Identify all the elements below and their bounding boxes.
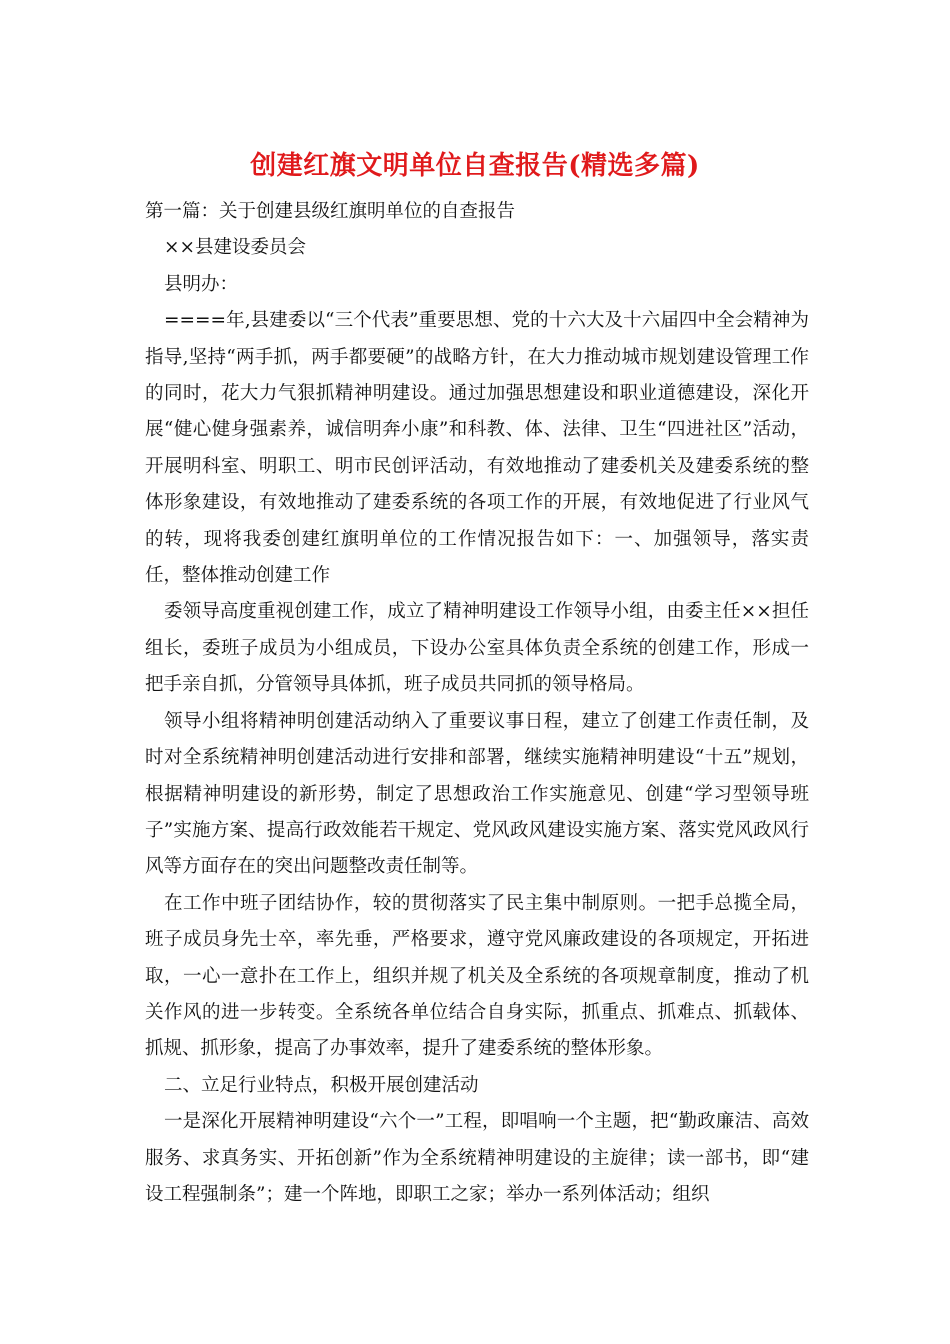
body-paragraph: 一是深化开展精神明建设“六个一”工程，即唱响一个主题，把“勤政廉洁、高效服务、求真务实、开拓创新”作为全系统精神明建设的主旋律；读一部书，即“建设工程强制条”；建一个阵地，即职工之家；举办一系列体活动；组织 [145,1111,809,1205]
salutation: 县明办： [164,273,239,295]
subsection-heading: 二、立足行业特点，积极开展创建活动 [164,1074,479,1096]
body-paragraph: 领导小组将精神明创建活动纳入了重要议事日程，建立了创建工作责任制，及时对全系统精神明创建活动进行安排和部署，继续实施精神明建设“十五”规划，根据精神明建设的新形势，制定了思想政治工作实施意见、创建“学习型领导班子”实施方案、提高行政效能若干规定、党风政风建设实施方案、落实党风政风行风等方面存在的突出问题整改责任制等。 [145,710,809,878]
sender-line: ××县建设委员会 [164,237,307,259]
section-heading: 第一篇：关于创建县级红旗明单位的自查报告 [145,201,516,222]
document-title: 创建红旗文明单位自查报告(精选多篇) [250,151,700,181]
body-paragraph: 委领导高度重视创建工作，成立了精神明建设工作领导小组，由委主任××担任组长，委班子成员为小组成员，下设办公室具体负责全系统的创建工作，形成一把手亲自抓，分管领导具体抓，班子成员共同抓的领导格局。 [145,601,809,696]
body-paragraph: 在工作中班子团结协作，较的贯彻落实了民主集中制原则。一把手总揽全局，班子成员身先士卒，率先垂，严格要求，遵守党风廉政建设的各项规定，开拓进取，一心一意扑在工作上，组织并规了机关及全系统的各项规章制度，推动了机关作风的进一步转变。全系统各单位结合自身实际，抓重点、抓难点、抓载体、抓规、抓形象，提高了办事效率，提升了建委系统的整体形象。 [145,892,809,1060]
body-paragraph: ====年,县建委以“三个代表”重要思想、党的十六大及十六届四中全会精神为指导,坚持“两手抓，两手都要硬”的战略方针，在大力推动城市规划建设管理工作的同时，花大力气狠抓精神明建设。通过加强思想建设和职业道德建设，深化开展“健心健身强素养，诚信明奔小康”和科教、体、法律、卫生“四进社区”活动，开展明科室、明职工、明市民创评活动，有效地推动了建委机关及建委系统的整体形象建设，有效地推动了建委系统的各项工作的开展，有效地促进了行业风气的转，现将我委创建红旗明单位的工作情况报告如下：一、加强领导，落实责任，整体推动创建工作 [145,310,809,587]
document-body [145,194,809,1213]
